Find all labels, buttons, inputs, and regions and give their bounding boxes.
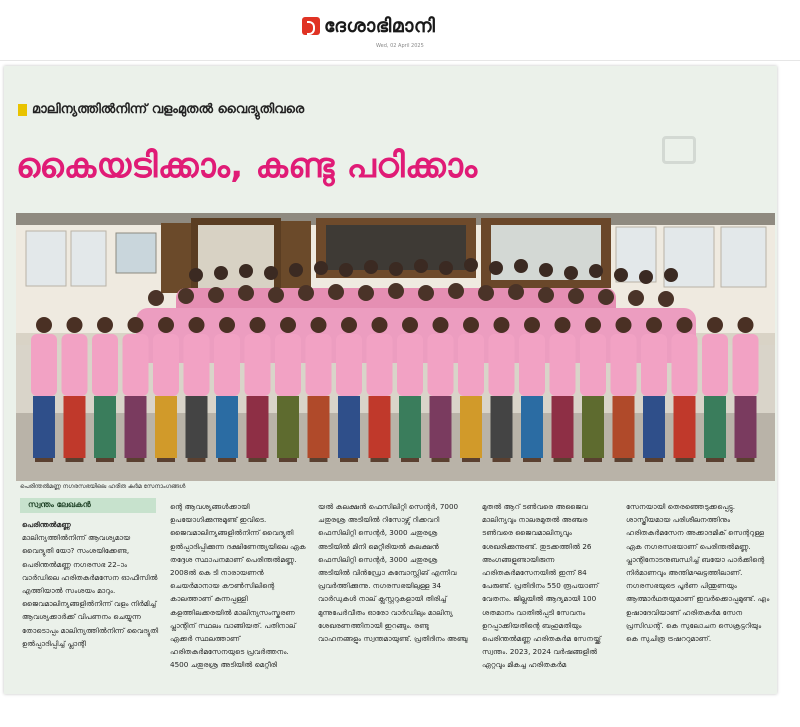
person-figure [245,317,271,462]
person-figure [580,317,606,462]
photo-caption: പെരിന്തൽമണ്ണ നഗരസഭയിലെ ഹരിത കർമ സേനാംഗങ്ങൾ [20,483,186,490]
headline: കൈയടിക്കാം, കണ്ടു പഠിക്കാം [16,146,478,186]
article-column-3 [318,500,468,645]
issue-date: Wed, 02 April 2025 [376,43,424,49]
person-figure [733,317,759,462]
person-figure [62,317,88,462]
dateline-place: പെരിന്തൽമണ്ണ [22,520,71,529]
masthead [0,0,800,61]
person-figure [336,317,362,462]
newspaper-logo[interactable] [302,12,435,40]
person-figure [458,317,484,462]
person-figure [153,317,179,462]
person-figure [367,317,393,462]
group-photo-illustration [16,213,775,481]
person-figure [397,317,423,462]
logo-text: ദേശാഭിമാനി [324,15,436,37]
column-4-text: മുതൽ ആറ് ടൺവരെ അജൈവ മാലിന്യവും നാലരമുതൽ അഞ്ചര ടൺവരെ ജൈവമാലിന്യവും ശേഖരിക്കുന്നുണ്ട്. തുടക്കത്തിൽ 26 അംഗങ്ങളുണ്ടായിരുന്ന ഹരിതകർമസേനയിൽ ഇന്ന് 84 പേരുണ്ട്. പ്രതിദിനം 550 രൂപയാണ് വേതനം. ജില്ലയിൽ ആദ്യമായി 100 ശതമാനം വാതിൽപ്പടി സേവനം ഉറപ്പാക്കിയതിന്റെ ബഹുമതിയും പെരിന്തൽമണ്ണ ഹരിതകർമ സേനയ്ക്ക് സ്വന്തം. 2023, 2024 വർഷങ്ങളിൽ ഏറ്റവും മികച്ച ഹരിതകർമ [482,502,602,670]
person-figure [428,317,454,462]
column-5-text: സേനയായി തെരഞ്ഞെടുക്കപ്പെട്ടു. ശാസ്ത്രീയമായ പരിശീലനത്തിനും ഹരിതകർമസേന അക്കാദമിക് സെന്ററുള്ള ഏക നഗരസഭയാണ് പെരിന്തൽമണ്ണ. പ്ലാന്റിനോടനുബന്ധിച്ച് ബയോ പാർക്കിന്റെ നിർമാണവും അന്തിമഘട്ടത്തിലാണ്. നഗരസഭയുടെ പൂർണ പിന്തുണയും ആത്മാർഥതയുമാണ് ഇവർക്കൊപ്പമുണ്ട്. എം ഉഷാദേവിയാണ് ഹരിതകർമ സേന പ്രസിഡന്റ്. കെ സുലോചന സെക്രട്ടറിയും കെ സുചിത്ര ട്രഷററുമാണ്. [626,502,770,644]
kicker-text: മാലിന്യത്തിൽനിന്ന് വളംമുതൽ വൈദ്യുതിവരെ [32,102,305,117]
person-figure [550,317,576,462]
column-3-text: യൽ കലക്ഷൻ ഫെസിലിറ്റി സെന്റർ, 7000 ചതുരശ്ര അടിയിൽ റിസോഴ്സ് റിക്കവറി ഫെസിലിറ്റി സെന്റർ, 3000 ചതുരശ്ര അടിയിൽ മിനി മെറ്റീരിയൽ കലക്ഷൻ ഫെസിലിറ്റി സെന്റർ, 3000 ചതുരശ്ര അടിയിൽ വിൻഡ്രോ കമ്പോസ്റ്റിങ് എന്നിവ പ്രവർത്തിക്കുന്നു. നഗരസഭയിലുള്ള 34 വാർഡുകൾ നാല് ക്ലസ്റ്ററുകളായി തിരിച്ച് മുന്നുപേർവീതം ഓരോ വാർഡിലും മാലിന്യ ശേഖരണത്തിനായി ഇറങ്ങും. രണ്ടു വാഹനങ്ങളും സ്വന്തമായുണ്ട്. പ്രതിദിനം അഞ്ചു [318,502,468,644]
person-figure [306,317,332,462]
kicker-bar [18,104,27,116]
byline: സ്വന്തം ലേഖകൻ [28,500,91,509]
person-figure [519,317,545,462]
person-figure [214,317,240,462]
article-column-5 [626,500,771,645]
column-2-text: ന്റെ ആവശ്യങ്ങൾക്കായി ഉപയോഗിക്കുന്നുമുണ്ട് ഇവിടെ. ജൈവമാലിന്യങ്ങളിൽനിന്ന് വൈദ്യുതി ഉൽപ്പാദിപ്പിക്കുന്ന ദക്ഷിണേന്ത്യയിലെ ഏക തദ്ദേശ സ്ഥാപനമാണ് പെരിന്തൽമണ്ണ. 2008ൽ കെ ടി നാരായണൻ ചെയർമാനായ കൗൺസിലിന്റെ കാലത്താണ് കുന്നപ്പള്ളി കളത്തിലക്കരയിൽ മാലിന്യസംസ്കരണ പ്ലാന്റിന് സ്ഥലം വാങ്ങിയത്. പതിനാല് ഏക്കർ സ്ഥലത്താണ് ഹരിതകർമസേനയുടെ പ്രവർത്തനം. 4500 ചതുരശ്ര അടിയിൽ മെറ്റീരി [170,502,306,670]
person-figure [31,317,57,462]
person-figure [611,317,637,462]
article-column-1 [22,518,160,650]
article-column-2 [170,500,308,672]
logo-mark-icon [302,17,320,35]
person-figure [672,317,698,462]
kicker [18,102,304,117]
person-figure [275,317,301,462]
person-figure [184,317,210,462]
group-photo [16,213,775,481]
column-1-text: മാലിന്യത്തിൽനിന്ന് ആവശ്യമായ വൈദ്യുതി യോ? സംശയിക്കേണ്ട, പെരിന്തൽമണ്ണ നഗരസഭ 22–ാം വാർഡിലെ ഹരിതകർമസേന ഓഫീസിൽ എത്തിയാൽ സംശയം മാറും. ജൈവമാലിന്യങ്ങളിൽനിന്ന് വളം നിർമിച്ച് ആവശ്യക്കാർക്ക് വിപണനം ചെയ്യുന്ന തോടൊപ്പം മാലിന്യത്തിൽനിന്ന് വൈദ്യുതി ഉൽപ്പാദിപ്പിച്ച് പ്ലാന്റി [22,533,159,648]
person-figure [641,317,667,462]
person-figure [123,317,149,462]
person-figure [489,317,515,462]
person-figure [92,317,118,462]
person-figure [702,317,728,462]
article-column-4 [482,500,617,672]
